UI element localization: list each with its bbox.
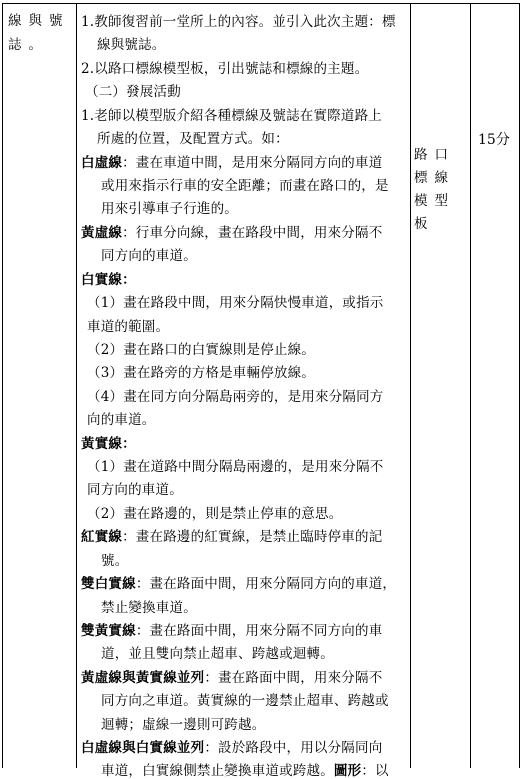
content-line bbox=[101, 713, 265, 733]
table-left-border bbox=[2, 4, 3, 768]
content-line bbox=[87, 291, 384, 311]
content-line bbox=[81, 736, 382, 756]
content-text: ：畫在車道中間，是用來分隔同方向的車道 bbox=[122, 155, 383, 171]
content-text: 1.教師復習前一堂所上的內容。並引入此次主題：標 bbox=[81, 14, 396, 30]
column-divider-content bbox=[410, 4, 411, 768]
content-line bbox=[101, 244, 197, 264]
content-line bbox=[101, 596, 197, 616]
content-text: 道，並且雙向禁止超車、跨越或迴轉。 bbox=[101, 646, 334, 662]
content-text: 禁止變換車道。 bbox=[101, 600, 197, 616]
content-text: 同方向的車道。 bbox=[87, 482, 183, 498]
content-text: ：畫在路面中間，用來分隔不 bbox=[204, 670, 383, 686]
content-line bbox=[81, 666, 382, 686]
content-text: 所處的位置，及配置方式。如： bbox=[97, 131, 289, 147]
content-text: 同方向的車道。 bbox=[101, 248, 197, 264]
content-text: （二）發展活動 bbox=[85, 84, 181, 100]
content-text: 或用來指示行車的安全距離；而畫在路口的，是 bbox=[101, 178, 389, 194]
content-line bbox=[97, 127, 289, 147]
content-line bbox=[87, 455, 384, 475]
content-line bbox=[87, 338, 315, 358]
content-line bbox=[101, 197, 238, 217]
content-line bbox=[87, 478, 183, 498]
content-line bbox=[81, 619, 382, 639]
content-line bbox=[81, 525, 382, 545]
content-line bbox=[81, 10, 396, 30]
content-line bbox=[81, 268, 136, 288]
content-line bbox=[101, 689, 389, 709]
content-line bbox=[81, 151, 382, 171]
content-text: ：設於路段中，用以分隔同向 bbox=[204, 740, 383, 756]
content-line bbox=[87, 385, 384, 405]
content-line bbox=[81, 572, 396, 592]
term-label: 黃虛線與黃實線並列 bbox=[81, 670, 205, 686]
content-line bbox=[101, 642, 334, 662]
content-line bbox=[97, 33, 166, 53]
teaching-resources-cell: 路口標線模型板 bbox=[414, 147, 455, 232]
term-label: 黃虛線 bbox=[81, 225, 123, 241]
term-label: 白虛線與白實線並列 bbox=[81, 740, 205, 756]
content-line bbox=[81, 432, 136, 452]
column-divider-resources bbox=[470, 4, 471, 768]
content-line bbox=[87, 361, 315, 381]
term-label: 雙黃實線 bbox=[81, 623, 136, 639]
content-line bbox=[101, 549, 128, 569]
content-text: （1）畫在路段中間，用來分隔快慢車道，或指示 bbox=[87, 295, 384, 311]
content-text: ：畫在路面中間，用來分隔同方向的車道， bbox=[135, 576, 397, 592]
content-text: 迴轉；虛線一邊則可跨越。 bbox=[101, 717, 266, 733]
content-text: 同方向之車道。黃實線的一邊禁止超車、跨越或 bbox=[101, 693, 389, 709]
term-label: 黃實線： bbox=[81, 436, 136, 452]
term-label: 雙白實線 bbox=[81, 576, 136, 592]
content-text: ：畫在路面中間，用來分隔不同方向的車 bbox=[135, 623, 383, 639]
content-text: ：畫在路邊的紅實線，是禁止臨時停車的記 bbox=[122, 529, 383, 545]
content-text: （2）畫在路口的白實線則是停止線。 bbox=[87, 342, 315, 358]
content-line bbox=[81, 221, 382, 241]
content-line bbox=[101, 174, 389, 194]
topic-cell: 線與號誌。 bbox=[8, 13, 70, 53]
content-text: 向的車道。 bbox=[87, 412, 156, 428]
content-text: 1.老師以模型版介紹各種標線及號誌在實際道路上 bbox=[81, 108, 382, 124]
content-line bbox=[87, 502, 342, 522]
table-top-border bbox=[2, 3, 520, 4]
table-right-border bbox=[519, 4, 520, 768]
content-text: （1）畫在道路中間分隔島兩邊的，是用來分隔不 bbox=[87, 459, 384, 475]
content-line bbox=[81, 104, 382, 124]
content-text: 車道的範圍。 bbox=[87, 319, 170, 335]
content-text: 用來引導車子行進的。 bbox=[101, 201, 238, 217]
content-text: 2.以路口標線模型板，引出號誌和標線的主題。 bbox=[81, 61, 369, 77]
content-text: ：行車分向線，畫在路段中間，用來分隔不 bbox=[122, 225, 383, 241]
term-label: 白實線： bbox=[81, 272, 136, 288]
content-text: （2）畫在路邊的，則是禁止停車的意思。 bbox=[87, 506, 343, 522]
content-text: 號。 bbox=[101, 553, 129, 569]
content-line bbox=[85, 80, 181, 100]
term-label: 紅實線 bbox=[81, 529, 123, 545]
column-divider-topic bbox=[76, 4, 77, 768]
time-cell: 15分 bbox=[478, 132, 510, 148]
content-line bbox=[87, 408, 156, 428]
content-text: 車道，白實線側禁止變換車道或跨越。 bbox=[101, 763, 334, 779]
term-label: 白虛線 bbox=[81, 155, 123, 171]
content-text: 線與號誌。 bbox=[97, 37, 166, 53]
term-label: 圖形 bbox=[333, 763, 362, 779]
content-line bbox=[101, 759, 389, 779]
content-line bbox=[81, 57, 368, 77]
content-text: （3）畫在路旁的方格是車輛停放線。 bbox=[87, 365, 315, 381]
content-text: （4）畫在同方向分隔島兩旁的，是用來分隔同方 bbox=[87, 389, 384, 405]
content-line bbox=[87, 315, 169, 335]
content-text: ：以 bbox=[361, 763, 389, 779]
